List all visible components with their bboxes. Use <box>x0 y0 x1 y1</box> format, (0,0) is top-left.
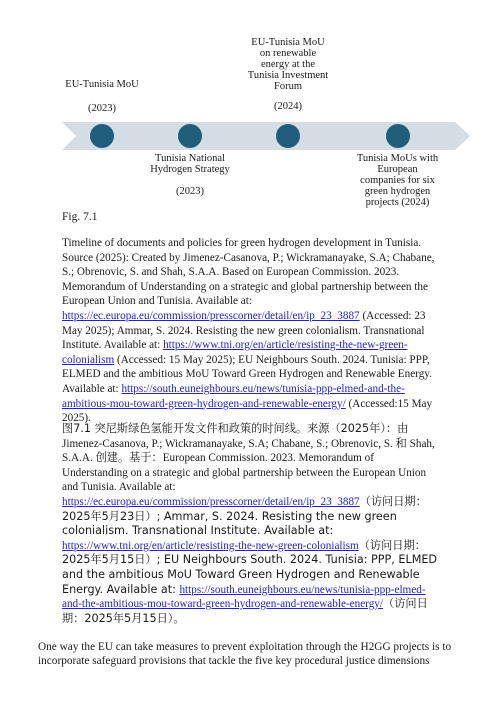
event-3-year: (2024) <box>274 101 302 112</box>
event-1-label: EU-Tunisia MoU <box>65 79 139 90</box>
event-2-year: (2023) <box>176 186 204 197</box>
caption-zh-text-1: 图7.1 突尼斯绿色氢能开发文件和政策的时间线。来源（2025年）：由 <box>62 422 409 435</box>
event-1-year: (2023) <box>88 103 116 114</box>
event-4-label: Tunisia MoUs with European companies for six green hydrogen projects (2024) <box>356 153 439 208</box>
event-3-label: EU-Tunisia MoU on renewable energy at the Tunisia Investment Forum <box>247 37 329 92</box>
caption-en-text-1: Timeline of documents and policies for green hydrogen development in Tunisia. Source (2025): Created by Jimenez-Casanova, P.; Wickramanayake, S.A; Chabane, S.; Obrenovic, S. and Shah, S.A.A. Based on European Commission. 2023. Memorandum of Understanding on a strategic and global partnership between the European Union and Tunisia. Available at: <box>62 237 435 308</box>
caption-zh-text-5: （访问日期：2025年5月15日）。 <box>62 597 428 625</box>
timeline-dot-3 <box>276 124 300 148</box>
caption-zh-text-4: （访问日期：2025年5月15日）; EU Neighbours South. 2024. Tunisia: PPP, ELMED and the ambitious MoU Toward Green Hydrogen and Renewable Energy. Available at: <box>62 538 438 596</box>
caption-zh-text-3: （访问日期：2025年5月23日）; Ammar, S. 2024. Resisting the new green colonialism. Transnational Institute. Available at: <box>62 494 427 538</box>
caption-en-link-1[interactable]: https://ec.europa.eu/commission/presscorner/detail/en/ip_23_3887 <box>62 309 360 322</box>
caption-english <box>62 236 442 426</box>
timeline-figure <box>0 0 500 215</box>
caption-zh-link-1[interactable]: https://ec.europa.eu/commission/presscorner/detail/en/ip_23_3887 <box>62 495 360 508</box>
body-paragraph: One way the EU can take measures to prevent exploitation through the H2GG projects is to incorporate safeguard provisions that tackle the five key procedural justice dimensions <box>38 641 452 668</box>
caption-en-text-2: (Accessed: 23 May 2025); Ammar, S. 2024. Resisting the new green colonialism. Transnational Institute. Available at: <box>62 309 426 352</box>
timeline-dot-2 <box>178 124 202 148</box>
caption-chinese <box>62 422 442 626</box>
caption-zh-text-2: Jimenez-Casanova, P.; Wickramanayake, S.A; Chabane, S.; Obrenovic, S. 和 Shah, S.A.A. 创建。基于：European Commission. 2023. Memorandum of Understanding on a strategic and global partnership between the European Union and Tunisia. Available at: <box>62 437 435 494</box>
event-2-label: Tunisia National Hydrogen Strategy <box>150 153 230 175</box>
caption-en-link-3[interactable]: https://south.euneighbours.eu/news/tunisia-ppp-elmed-and-the-ambitious-mou-toward-green-hydrogen-and-renewable-energy/ <box>62 382 405 410</box>
timeline-dot-4 <box>386 124 410 148</box>
caption-zh-link-3[interactable]: https://south.euneighbours.eu/news/tunisia-ppp-elmed-and-the-ambitious-mou-toward-green-hydrogen-and-renewable-energy/ <box>62 583 426 611</box>
caption-zh-link-2[interactable]: https://www.tni.org/en/article/resisting-the-new-green-colonialism <box>62 539 359 552</box>
timeline-dot-1 <box>90 124 114 148</box>
figure-label: Fig. 7.1 <box>62 211 98 223</box>
caption-en-link-2[interactable]: https://www.tni.org/en/article/resisting-the-new-green-colonialism <box>62 339 408 366</box>
caption-en-text-3: (Accessed: 15 May 2025); EU Neighbours South. 2024. Tunisia: PPP, ELMED and the ambitious MoU Toward Green Hydrogen and Renewable Energy. Available at: <box>62 353 432 395</box>
caption-en-text-4: (Accessed:15 May 2025). <box>62 397 433 425</box>
